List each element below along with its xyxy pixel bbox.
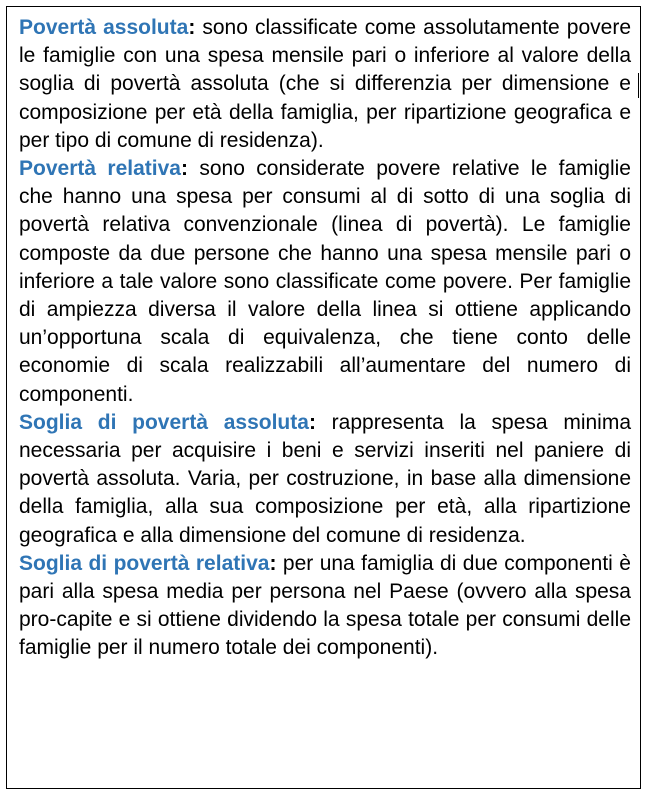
definition-body: per una famiglia di due componenti è pari alla spesa media per persona nel Paese (ovvero alla spesa pro-capite e si ottiene dividendo la spesa totale per consumi delle famiglie per il numero totale dei componenti).: [19, 551, 631, 660]
definition-body: sono considerate povere relative le famiglie che hanno una spesa per consumi al di sotto di una soglia di povertà relativa convenzionale (linea di povertà). Le famiglie composte da due persone che hanno una spesa mensile pari o inferiore a tale valore sono classificate come povere. Per famiglie di ampiezza diversa il valore della linea si ottiene applicando un’opportuna scala di equivalenza, che tiene conto delle economie di scala realizzabili all’aumentare del numero di componenti.: [19, 157, 631, 406]
definitions-text: [19, 14, 631, 663]
definition-term: Soglia di povertà relativa: [19, 551, 270, 575]
definition-soglia-assoluta: [19, 409, 631, 550]
definition-colon: :: [180, 157, 188, 181]
definition-term: Soglia di povertà assoluta: [19, 410, 309, 434]
definition-term: Povertà assoluta: [19, 16, 189, 39]
definition-poverta-relativa: [19, 155, 631, 409]
definition-body: sono classificate come assolutamente povere le famiglie con una spesa mensile pari o inferiore al valore della soglia di povertà assoluta (che si differenzia per dimensione e composizione per età della famiglia, per ripartizione geografica e per tipo di comune di residenza).: [19, 16, 632, 152]
text-cursor: [638, 73, 639, 98]
definition-colon: :: [269, 551, 277, 575]
definition-colon: :: [188, 16, 196, 39]
definition-poverta-assoluta: [19, 14, 631, 155]
definition-term: Povertà relativa: [19, 157, 181, 181]
definition-soglia-relativa: [19, 550, 631, 663]
definition-body: rappresenta la spesa minima necessaria per acquisire i beni e servizi inseriti nel paniere di povertà assoluta. Varia, per costruzione, in base alla dimensione della famiglia, alla sua composizione per età, alla ripartizione geografica e alla dimensione del comune di residenza.: [19, 410, 631, 547]
definition-colon: :: [308, 410, 316, 434]
